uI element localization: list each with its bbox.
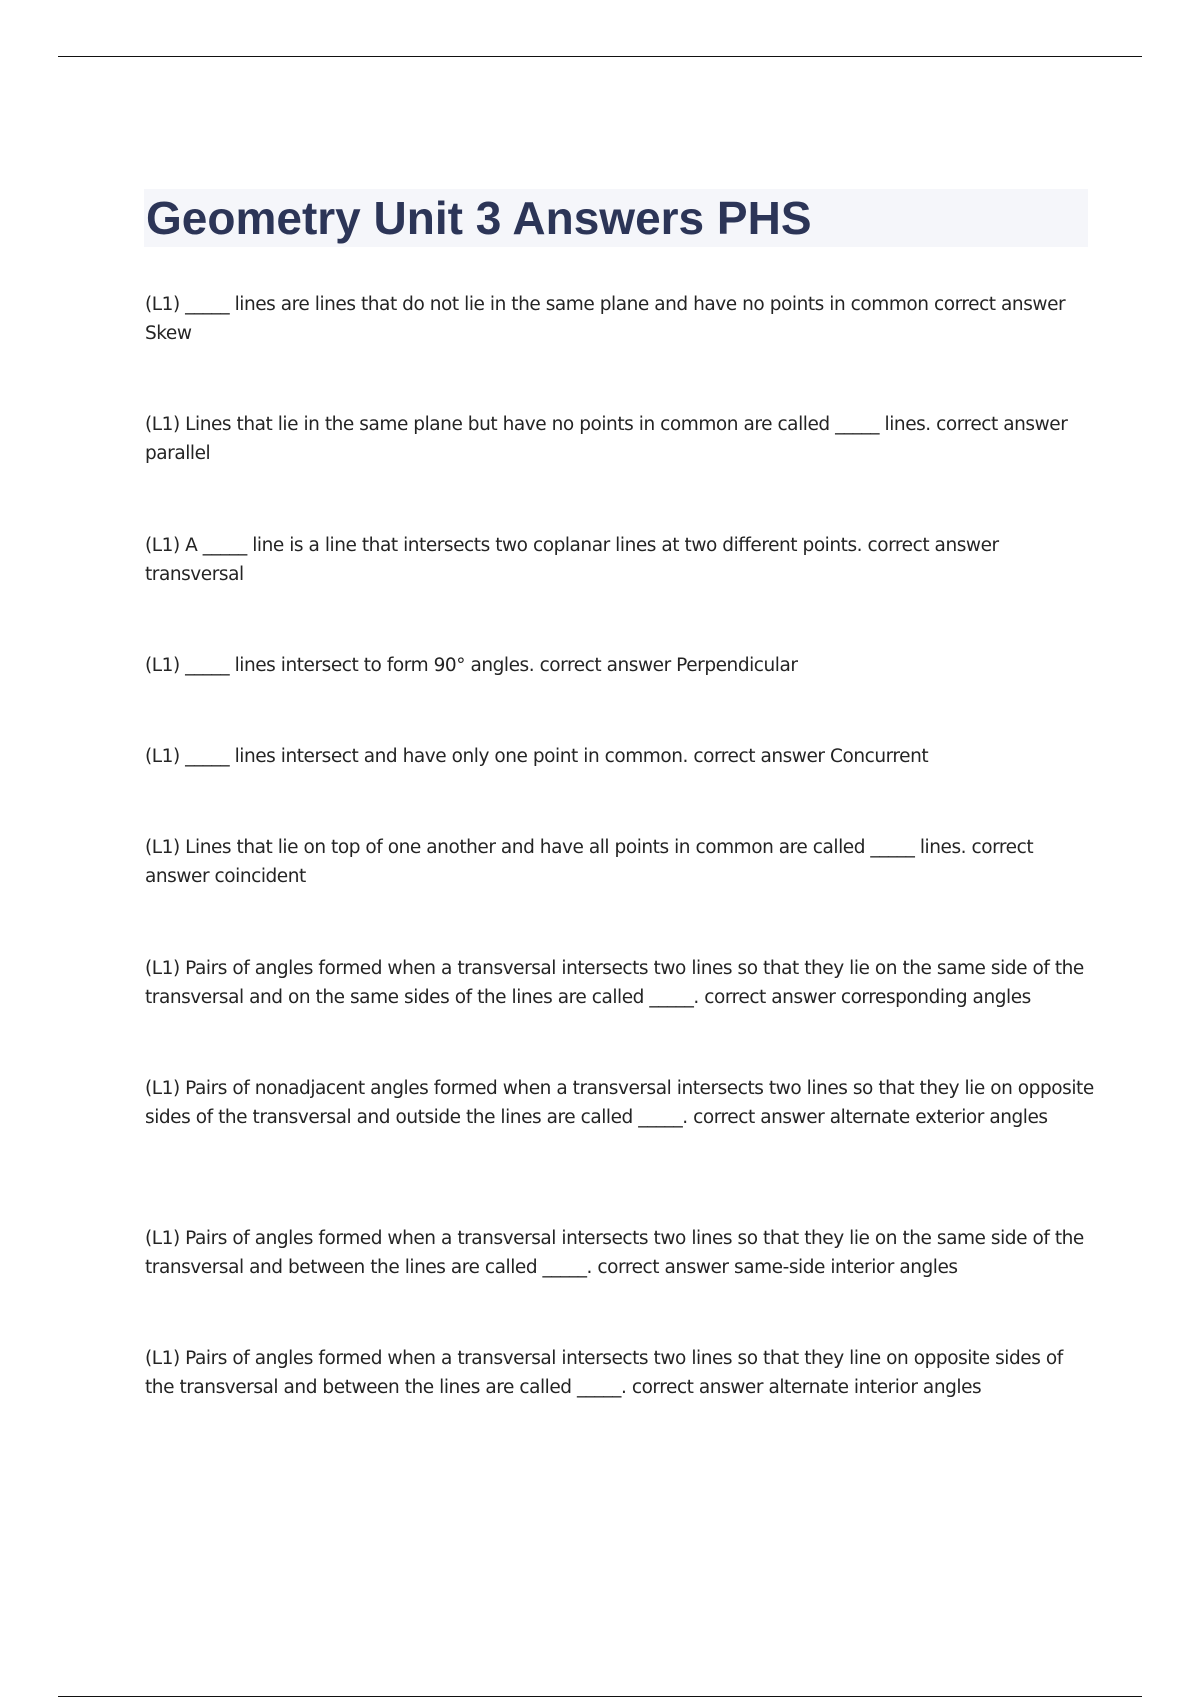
qa-item-10: (L1) Pairs of angles formed when a transversal intersects two lines so that they line on opposite sides of the transversal and between the lines are called _____. correct answer alternate interior angles — [145, 1348, 1063, 1398]
document-title: Geometry Unit 3 Answers PHS — [146, 192, 812, 244]
qa-item-3: (L1) A _____ line is a line that intersects two coplanar lines at two different points. correct answer transversal — [145, 535, 999, 585]
qa-item-4: (L1) _____ lines intersect to form 90° angles. correct answer Perpendicular — [145, 655, 798, 676]
qa-item-5: (L1) _____ lines intersect and have only one point in common. correct answer Concurrent — [145, 746, 929, 767]
qa-item-6: (L1) Lines that lie on top of one another and have all points in common are called _____ lines. correct answer coincident — [145, 837, 1034, 887]
qa-item-8: (L1) Pairs of nonadjacent angles formed when a transversal intersects two lines so that they lie on opposite sides of the transversal and outside the lines are called _____. correct answer alternate exterior angles — [145, 1078, 1094, 1128]
top-rule — [58, 56, 1142, 57]
qa-item-7: (L1) Pairs of angles formed when a transversal intersects two lines so that they lie on the same side of the transversal and on the same sides of the lines are called _____. correct answer corresponding angles — [145, 958, 1084, 1008]
bottom-rule — [58, 1696, 1142, 1697]
qa-item-9: (L1) Pairs of angles formed when a transversal intersects two lines so that they lie on the same side of the transversal and between the lines are called _____. correct answer same-side interior angles — [145, 1228, 1084, 1278]
qa-item-2: (L1) Lines that lie in the same plane but have no points in common are called _____ lines. correct answer parallel — [145, 414, 1068, 464]
qa-item-1: (L1) _____ lines are lines that do not lie in the same plane and have no points in common correct answer Skew — [145, 294, 1066, 344]
